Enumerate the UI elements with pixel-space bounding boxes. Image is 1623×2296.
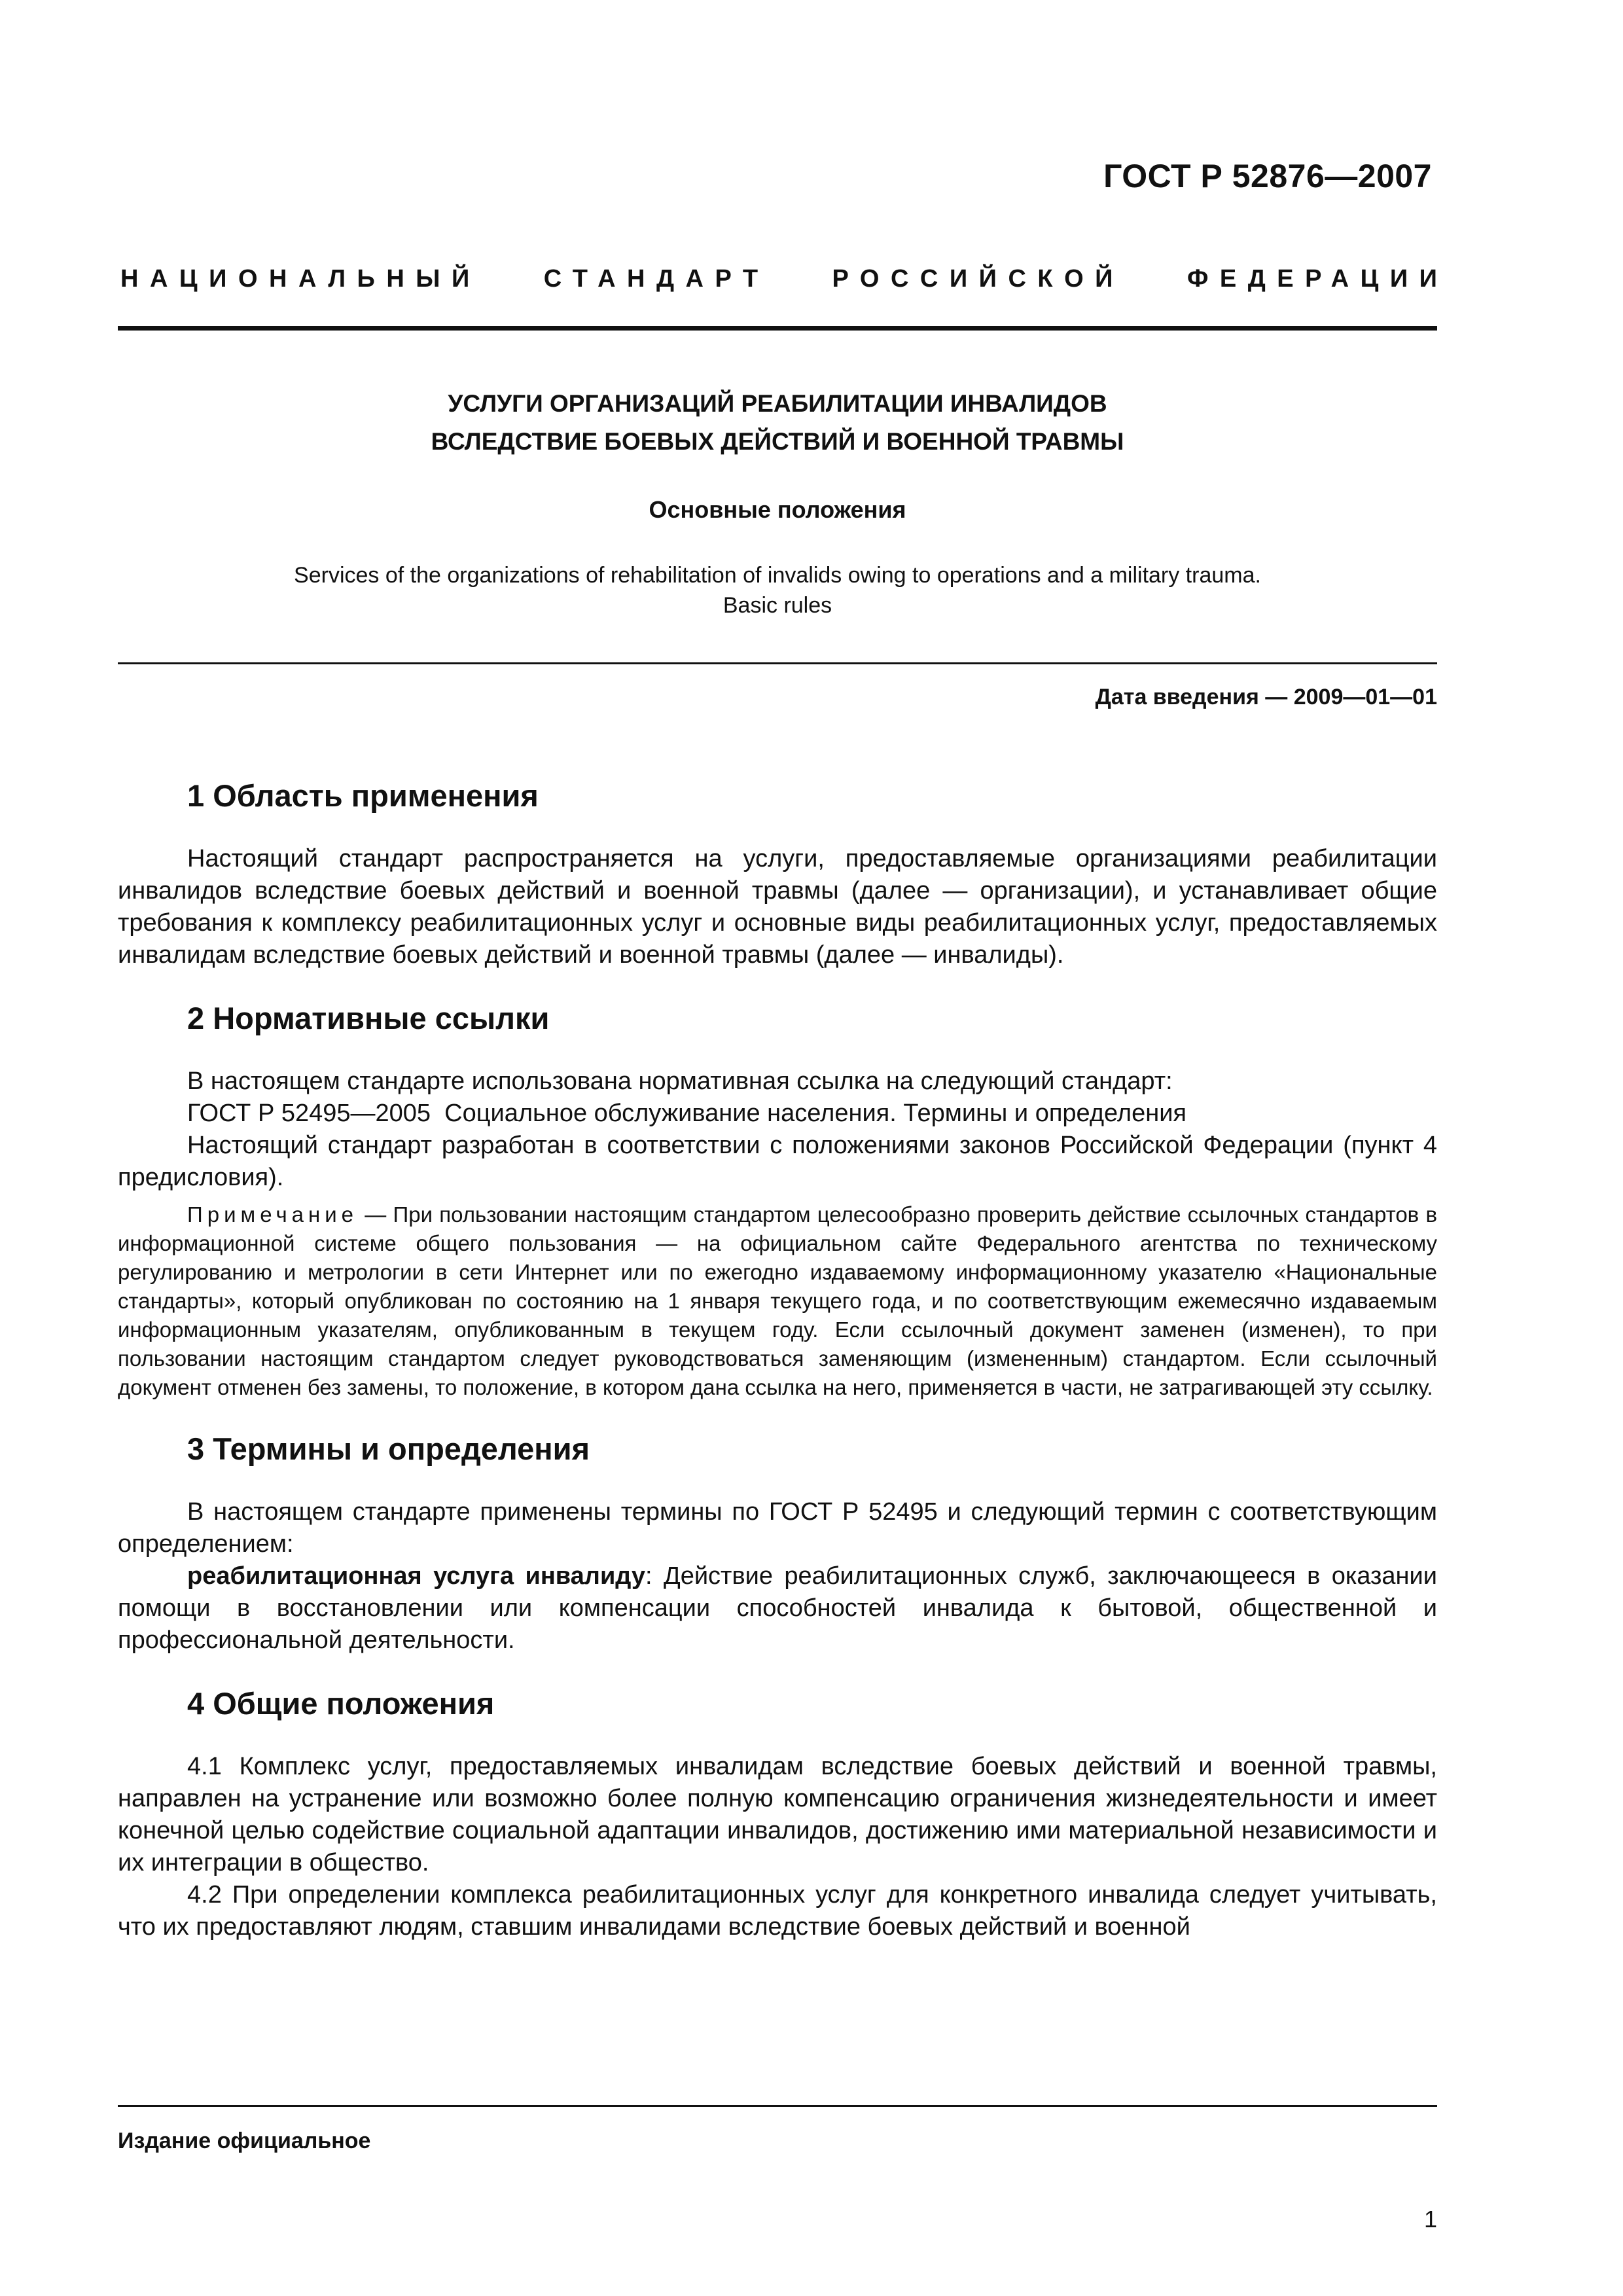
- english-title-line-2: Basic rules: [722, 593, 832, 618]
- introduction-date: Дата введения — 2009—01—01: [1095, 685, 1437, 709]
- english-title: [118, 560, 1437, 620]
- english-title-line-1: Services of the organizations of rehabilitation of invalids owing to operations and a military trauma.: [294, 563, 1261, 588]
- section-2-paragraph-3: Настоящий стандарт разработан в соответствии с положениями законов Российской Федерации (пункт 4 предисловия).: [118, 1132, 1437, 1191]
- gost-code: ГОСТ Р 52876—2007: [1103, 158, 1432, 194]
- national-title-word: ФЕДЕРАЦИИ: [1186, 265, 1449, 293]
- official-edition: Издание официальное: [118, 2128, 371, 2153]
- section-2-note: [118, 1200, 1437, 1402]
- section-3-paragraph-1: В настоящем стандарте применены термины по ГОСТ Р 52495 и следующий термин с соответствующим определением:: [118, 1498, 1437, 1558]
- term: реабилитационная услуга инвалиду: [187, 1562, 646, 1590]
- section-1-heading: 1 Область применения: [187, 778, 539, 813]
- national-title-word: НАЦИОНАЛЬНЫЙ: [120, 265, 481, 293]
- term-definition: [118, 1560, 1437, 1657]
- section-1-paragraph: Настоящий стандарт распространяется на услуги, предоставляемые организациями реабилитации инвалидов вследствие боевых действий и военной травмы (далее — организации), и устанавливает общие требования к комплексу реабилитационных услуг и основные виды реабилитационных услуг, предоставляемых инвалидам вследствие боевых действий и военной травмы (далее — инвалиды).: [118, 845, 1437, 969]
- clause-4-2: 4.2 При определении комплекса реабилитационных услуг для конкретного инвалида следует учитывать, что их предоставляют людям, ставшим инвалидами вследствие боевых действий и военной: [118, 1881, 1437, 1941]
- section-2-heading: 2 Нормативные ссылки: [187, 1001, 550, 1035]
- document-title-line-1: УСЛУГИ ОРГАНИЗАЦИЙ РЕАБИЛИТАЦИИ ИНВАЛИДОВ: [448, 390, 1107, 417]
- national-title-word: РОССИЙСКОЙ: [832, 265, 1124, 293]
- section-4-heading: 4 Общие положения: [187, 1686, 495, 1721]
- page-number: 1: [1423, 2206, 1437, 2233]
- document-title-line-2: ВСЛЕДСТВИЕ БОЕВЫХ ДЕЙСТВИЙ И ВОЕННОЙ ТРАВМЫ: [431, 428, 1124, 455]
- section-3-heading: 3 Термины и определения: [187, 1431, 590, 1466]
- title-divider: [118, 662, 1437, 664]
- footer-divider: [118, 2105, 1437, 2107]
- definition: : Действие реабилитационных служб, заключающееся в оказании помощи в восстановлении или компенсации способностей инвалида к бытовой, общественной и профессиональной деятельности.: [118, 1562, 1437, 1654]
- clause-4-1: 4.1 Комплекс услуг, предоставляемых инвалидам вследствие боевых действий и военной травмы, направлен на устранение или возможно более полную компенсацию ограничения жизнедеятельности и имеет конечной целью содействие социальной адаптации инвалидов, достижению ими материальной независимости и их интеграции в общество.: [118, 1753, 1437, 1876]
- note-label: Примечание: [187, 1202, 359, 1227]
- normative-reference: ГОСТ Р 52495—2005 Социальное обслуживание населения. Термины и определения: [187, 1100, 1186, 1127]
- section-2-paragraph-1: В настоящем стандарте использована нормативная ссылка на следующий стандарт:: [187, 1067, 1173, 1095]
- document-title: [118, 385, 1437, 461]
- document-subtitle: Основные положения: [649, 496, 906, 523]
- note-text: — При пользовании настоящим стандартом целесообразно проверить действие ссылочных стандартов в информационной системе общего пользования — на официальном сайте Федерального агентства по техническому регулированию и метрологии в сети Интернет или по ежегодно издаваемому информационному указателю «Национальные стандарты», который опубликован по состоянию на 1 января текущего года, и по соответствующим ежемесячно издаваемым информационным указателям, опубликованным в текущем году. Если ссылочный документ заменен (изменен), то при пользовании настоящим стандартом следует руководствоваться заменяющим (измененным) стандартом. Если ссылочный документ отменен без замены, то положение, в котором дана ссылка на него, применяется в части, не затрагивающей эту ссылку.: [118, 1202, 1437, 1399]
- national-title-word: СТАНДАРТ: [543, 265, 770, 293]
- document-body: [118, 776, 1437, 1943]
- national-standard-title: [120, 265, 1449, 293]
- header-divider: [118, 326, 1437, 331]
